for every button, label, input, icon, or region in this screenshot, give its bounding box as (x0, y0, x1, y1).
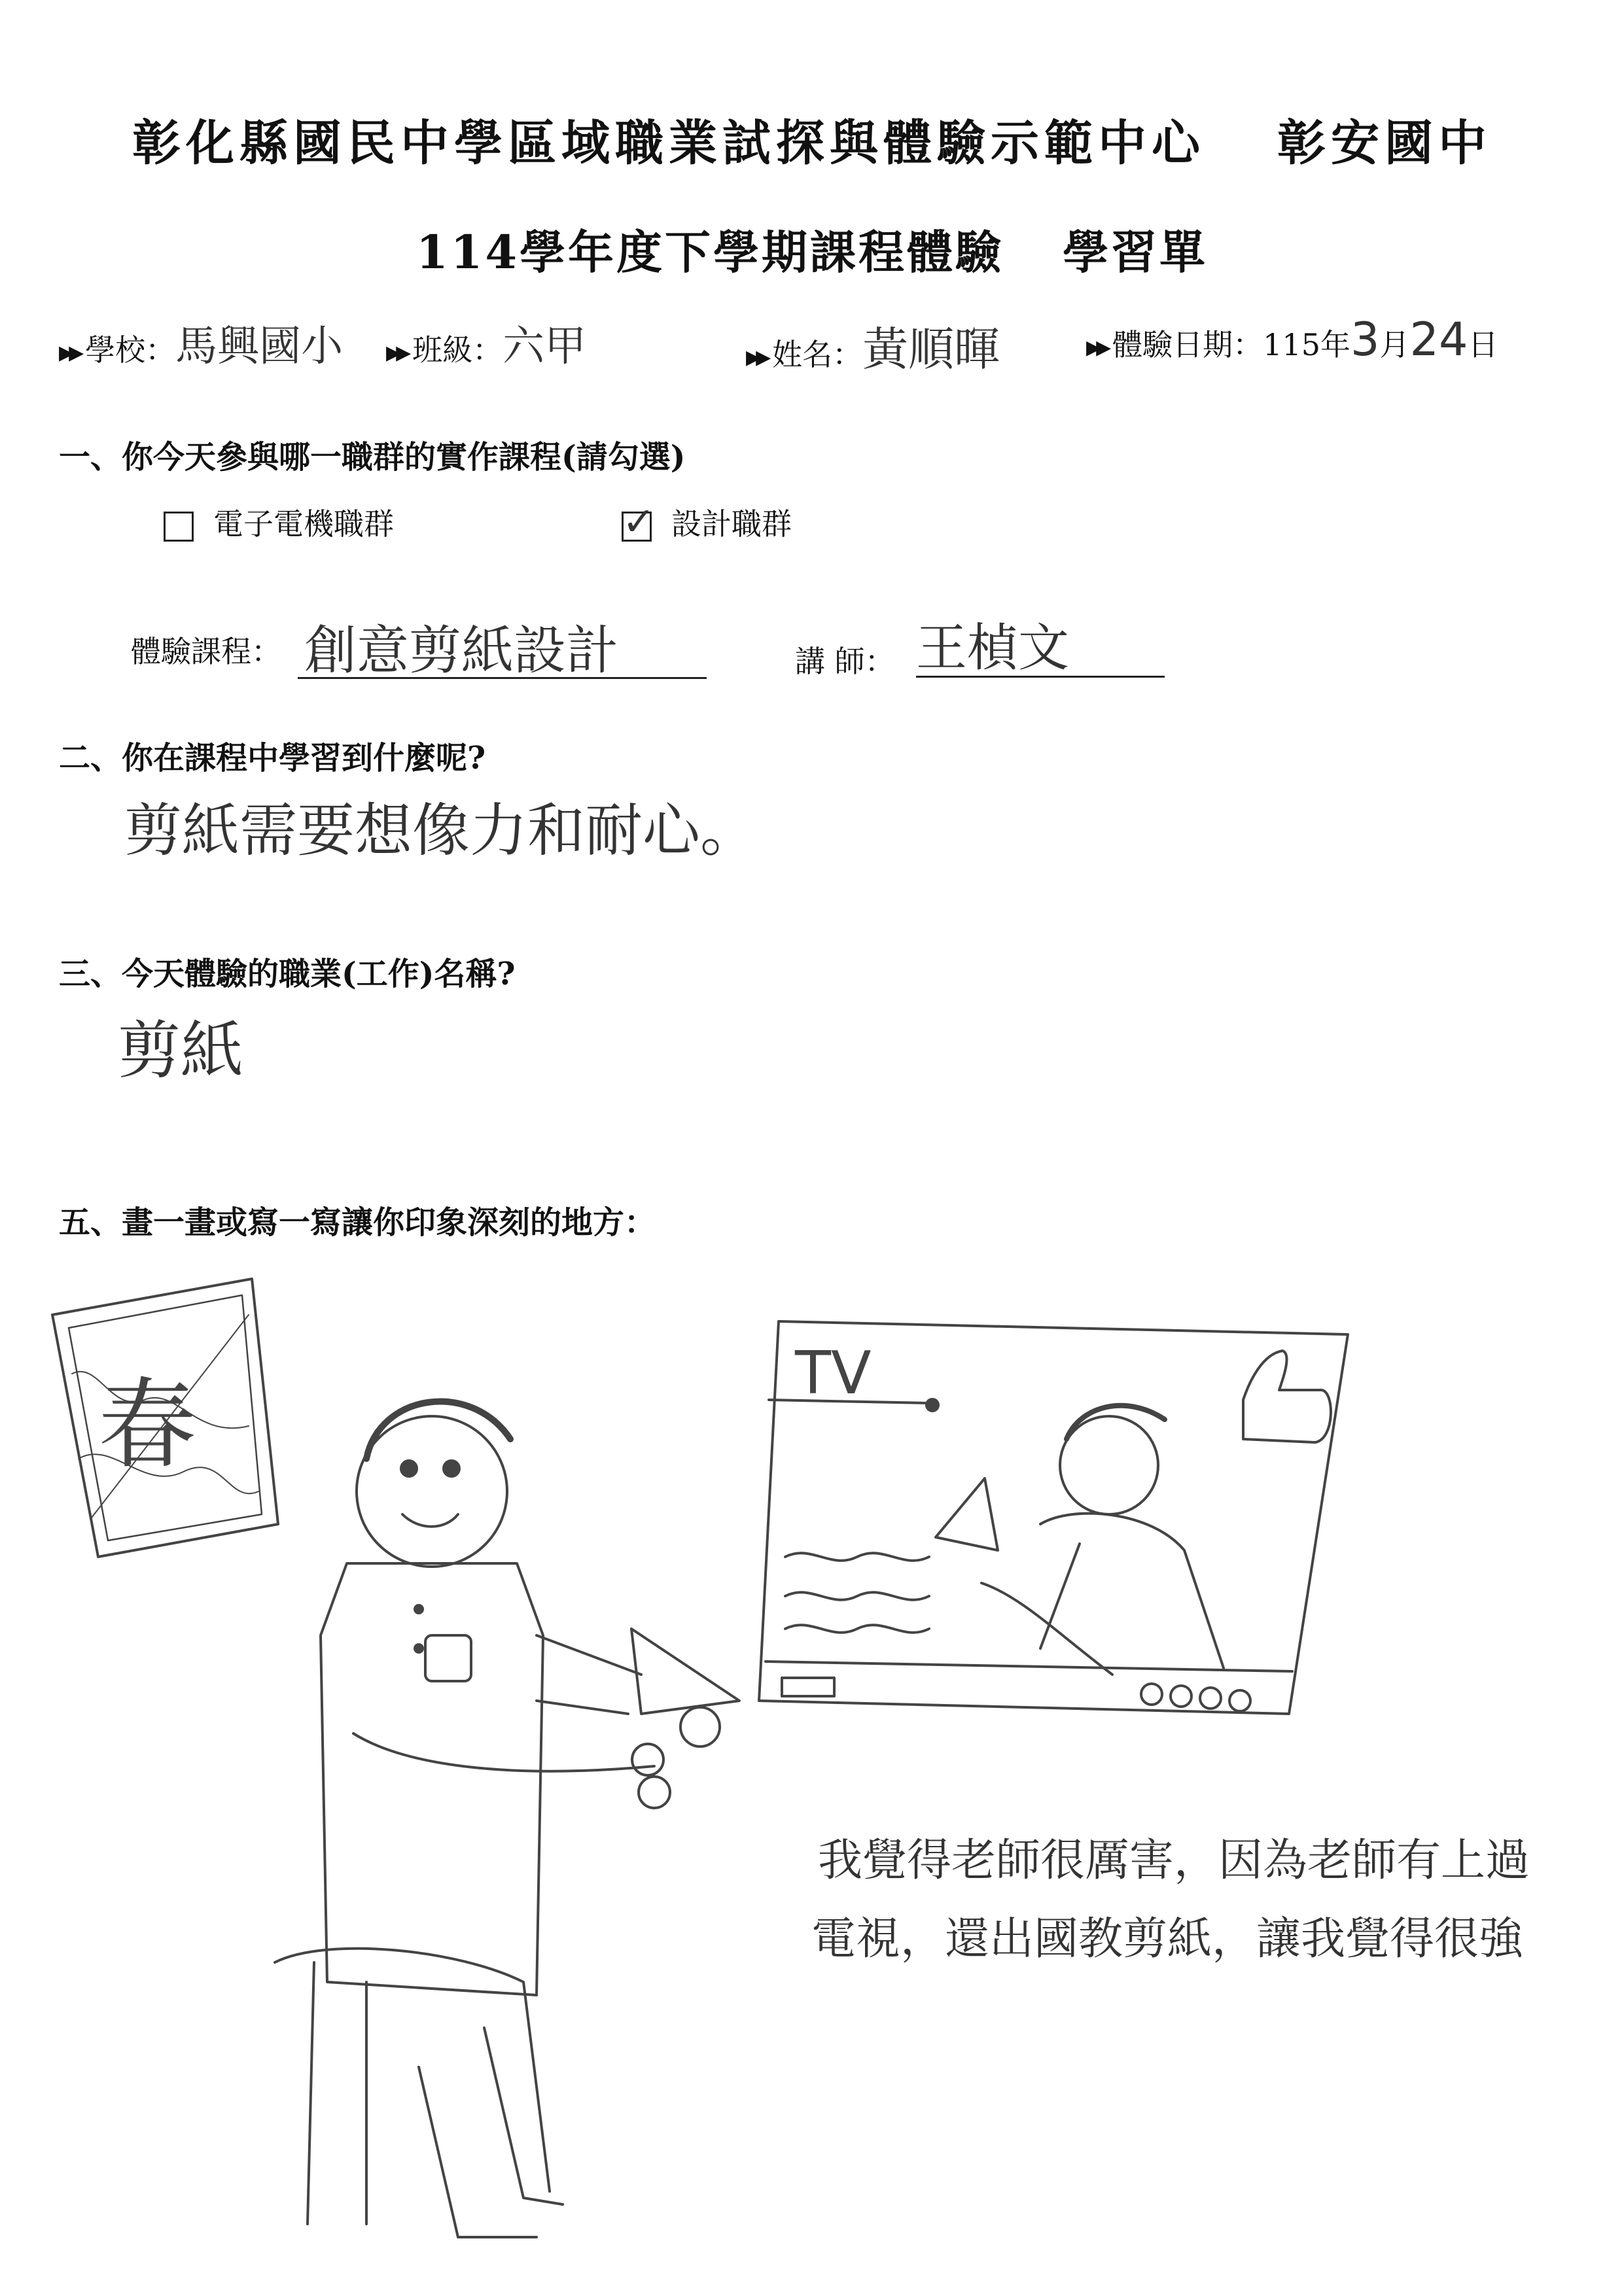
name-field (746, 313, 1000, 379)
tv-label: TV (795, 1339, 872, 1408)
spring-character: 春 (98, 1368, 197, 1482)
date-month-unit: 月 (1379, 327, 1410, 362)
checkbox-design[interactable] (622, 499, 656, 545)
option-electronics (164, 500, 394, 544)
checkmark-icon: ✓ (622, 499, 656, 545)
double-arrow-icon: ▶▶ (746, 345, 766, 369)
note-line-1: 我覺得老師很厲害，因為老師有上過 (818, 1835, 1530, 1887)
sheet-type: 學習單 (1063, 225, 1209, 279)
option-electronics-label: 電子電機職群 (213, 506, 394, 542)
course-label: 體驗課程： (131, 634, 281, 669)
double-arrow-icon: ▶▶ (1086, 336, 1106, 359)
student-drawing (0, 1243, 1624, 2289)
date-month: 3 (1350, 313, 1380, 366)
school-field (59, 313, 343, 373)
note-line-2: 電視，還出國教剪紙，讓我覺得很強 (811, 1913, 1524, 1965)
teacher-label: 講 師： (795, 644, 895, 679)
double-arrow-icon: ▶▶ (386, 341, 406, 364)
option-design (622, 500, 792, 544)
school-label: 學校： (85, 332, 176, 368)
host-school: 彰安國中 (1277, 115, 1492, 171)
date-day: 24 (1409, 313, 1468, 366)
term-title: 114學年度下學期課程體驗 (415, 225, 1004, 279)
name-value: 黃順暉 (862, 322, 1000, 376)
sheet-title (0, 216, 1624, 282)
course-underline (298, 615, 707, 679)
answer-3: 剪紙 (118, 1014, 243, 1087)
class-value: 六甲 (503, 322, 587, 371)
option-design-label: 設計職群 (671, 506, 792, 542)
teacher-underline (916, 615, 1165, 678)
date-label: 體驗日期：115年 (1112, 327, 1350, 362)
school-value: 馬興國小 (175, 322, 344, 371)
class-label: 班級： (412, 332, 503, 368)
question-3: 三、今天體驗的職業(工作)名稱? (59, 956, 516, 992)
course-value: 創意剪紙設計 (304, 620, 618, 681)
date-day-unit: 日 (1468, 327, 1498, 362)
date-field (1086, 313, 1498, 366)
double-arrow-icon: ▶▶ (59, 341, 79, 364)
teacher-field (795, 638, 895, 681)
teacher-value: 王楨文 (916, 619, 1070, 678)
class-field (386, 313, 586, 373)
name-label: 姓名： (772, 337, 863, 372)
center-name: 彰化縣國民中學區域職業試探與體驗示範中心 (132, 115, 1205, 171)
course-field (131, 628, 281, 671)
question-5: 五、畫一畫或寫一寫讓你印象深刻的地方： (59, 1204, 656, 1241)
question-1: 一、你今天參與哪一職群的實作課程(請勾選) (59, 439, 686, 476)
question-2: 二、你在課程中學習到什麼呢? (59, 740, 486, 776)
center-title (0, 105, 1624, 174)
student-figure (275, 1402, 739, 2237)
answer-2: 剪紙需要想像力和耐心。 (124, 797, 758, 864)
checkbox-electronics[interactable] (164, 512, 194, 542)
